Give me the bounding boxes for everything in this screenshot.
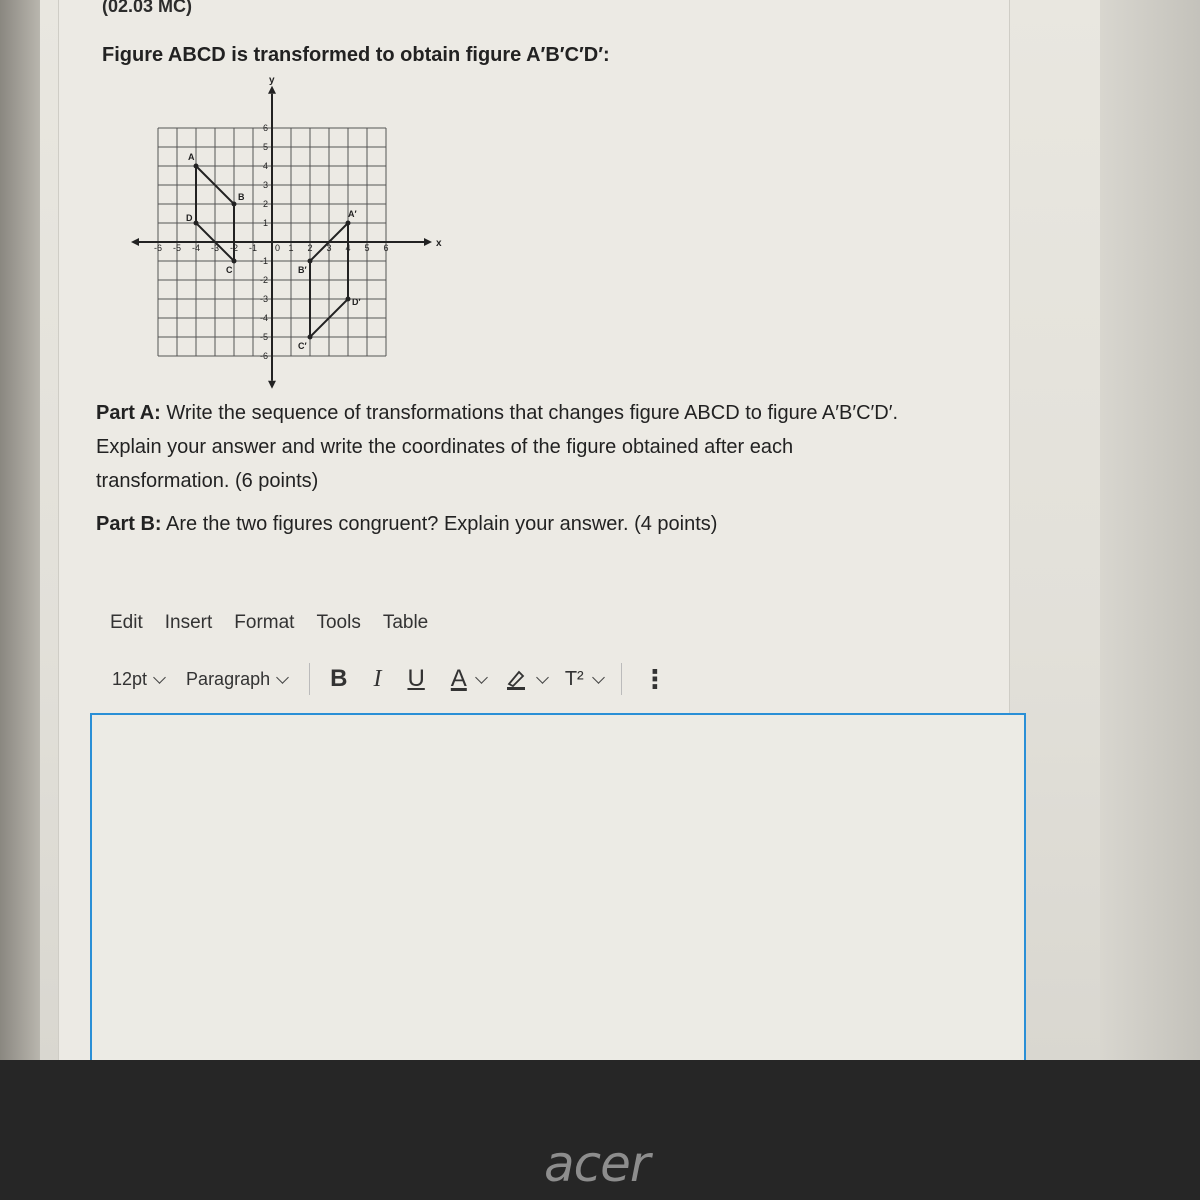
answer-editor[interactable] — [90, 713, 1026, 1075]
block-format-select[interactable] — [186, 669, 287, 690]
vertex-point — [346, 297, 351, 302]
font-size-select[interactable] — [112, 669, 164, 690]
y-tick-label: 1 — [262, 218, 268, 228]
acer-logo: acer — [544, 1135, 650, 1193]
chevron-down-icon — [276, 671, 289, 684]
menu-insert[interactable]: Insert — [164, 612, 213, 633]
x-tick-label: 3 — [326, 243, 332, 253]
y-tick-label: -5 — [259, 332, 268, 342]
bold-button[interactable]: B — [330, 665, 348, 692]
menu-table[interactable]: Table — [382, 612, 429, 633]
x-axis-label: x — [436, 238, 442, 249]
part-a-text-2: Explain your answer and write the coordinates of the figure obtained after each — [96, 436, 794, 458]
vertex-label: A′ — [348, 209, 357, 219]
graph-axes — [131, 75, 442, 389]
toolbar-divider — [309, 663, 310, 695]
menu-edit[interactable]: Edit — [110, 612, 143, 633]
x-tick-label: 1 — [288, 243, 294, 253]
vertex-label: A — [188, 152, 195, 162]
y-tick-label: -1 — [259, 256, 268, 266]
editor-toolbar — [112, 662, 694, 696]
vertex-point — [232, 259, 237, 264]
x-tick-label: -1 — [248, 243, 258, 253]
y-tick-label: -6 — [259, 351, 268, 361]
vertex-point — [194, 164, 199, 169]
text-color-button[interactable] — [451, 665, 486, 693]
y-tick-label: -4 — [259, 313, 268, 323]
y-axis-label: y — [269, 74, 275, 86]
more-options-button[interactable]: ⋮ — [641, 663, 668, 694]
y-axis-arrow-icon — [268, 86, 276, 94]
x-tick-label: 6 — [383, 243, 389, 253]
y-tick-label: -2 — [259, 275, 268, 285]
chevron-down-icon — [536, 671, 549, 684]
vertex-label: D′ — [352, 297, 361, 307]
highlight-button[interactable] — [504, 667, 547, 691]
screen-left-edge — [0, 0, 40, 1060]
chevron-down-icon — [592, 671, 605, 684]
part-b-text: Are the two figures congruent? Explain your answer. (4 points) — [161, 513, 718, 535]
italic-button[interactable]: I — [373, 665, 382, 692]
y-tick-label: 4 — [262, 161, 268, 171]
vertex-label: D — [186, 213, 193, 223]
font-size-value: 12pt — [112, 668, 148, 689]
y-tick-label: 5 — [262, 142, 268, 152]
underline-button[interactable]: U — [407, 665, 425, 692]
y-tick-label: 3 — [262, 180, 268, 190]
highlighter-icon — [504, 667, 528, 691]
coordinate-graph — [96, 74, 442, 382]
part-b-prompt — [96, 513, 1046, 536]
part-b-label: Part B: — [96, 513, 162, 535]
y-tick-label: 6 — [262, 123, 268, 133]
question-intro: Figure ABCD is transformed to obtain figure A′B′C′D′: — [102, 44, 610, 66]
text-color-icon: A — [450, 665, 467, 692]
vertex-point — [232, 202, 237, 207]
block-format-value: Paragraph — [186, 668, 271, 689]
screen-right-edge — [1100, 0, 1200, 1060]
superscript-button[interactable] — [565, 668, 603, 691]
x-tick-label: -3 — [210, 243, 220, 253]
x-tick-label: 2 — [307, 243, 313, 253]
y-tick-label: -3 — [259, 294, 268, 304]
x-tick-label: -4 — [191, 243, 201, 253]
part-a-label: Part A: — [96, 402, 161, 424]
x-axis-arrow-icon — [131, 238, 139, 246]
part-a-text-1: Write the sequence of transformations that changes figure ABCD to figure A′B′C′D′. — [160, 402, 899, 424]
part-a-prompt — [96, 396, 1046, 498]
toolbar-divider — [621, 663, 622, 695]
vertex-label: B — [238, 192, 245, 202]
x-axis-arrow-icon — [424, 238, 432, 246]
vertex-point — [346, 221, 351, 226]
vertex-point — [194, 221, 199, 226]
y-tick-label: 2 — [262, 199, 268, 209]
superscript-icon: T² — [564, 667, 584, 690]
vertex-point — [308, 335, 313, 340]
part-a-text-3: transformation. (6 points) — [96, 470, 319, 492]
vertex-point — [308, 259, 313, 264]
vertex-label: B′ — [298, 265, 307, 275]
vertex-label: C′ — [298, 341, 307, 351]
x-tick-label: -5 — [172, 243, 182, 253]
chevron-down-icon — [475, 671, 488, 684]
menu-format[interactable]: Format — [234, 612, 295, 633]
x-tick-label: 5 — [364, 243, 370, 253]
editor-menubar — [110, 612, 450, 634]
question-code: (02.03 MC) — [102, 0, 193, 16]
origin-label: 0 — [275, 243, 281, 253]
vertex-label: C — [226, 265, 233, 275]
chevron-down-icon — [153, 671, 166, 684]
x-tick-label: 4 — [345, 243, 351, 253]
x-tick-label: -6 — [153, 243, 163, 253]
menu-tools[interactable]: Tools — [316, 612, 361, 633]
x-tick-label: -2 — [229, 243, 239, 253]
